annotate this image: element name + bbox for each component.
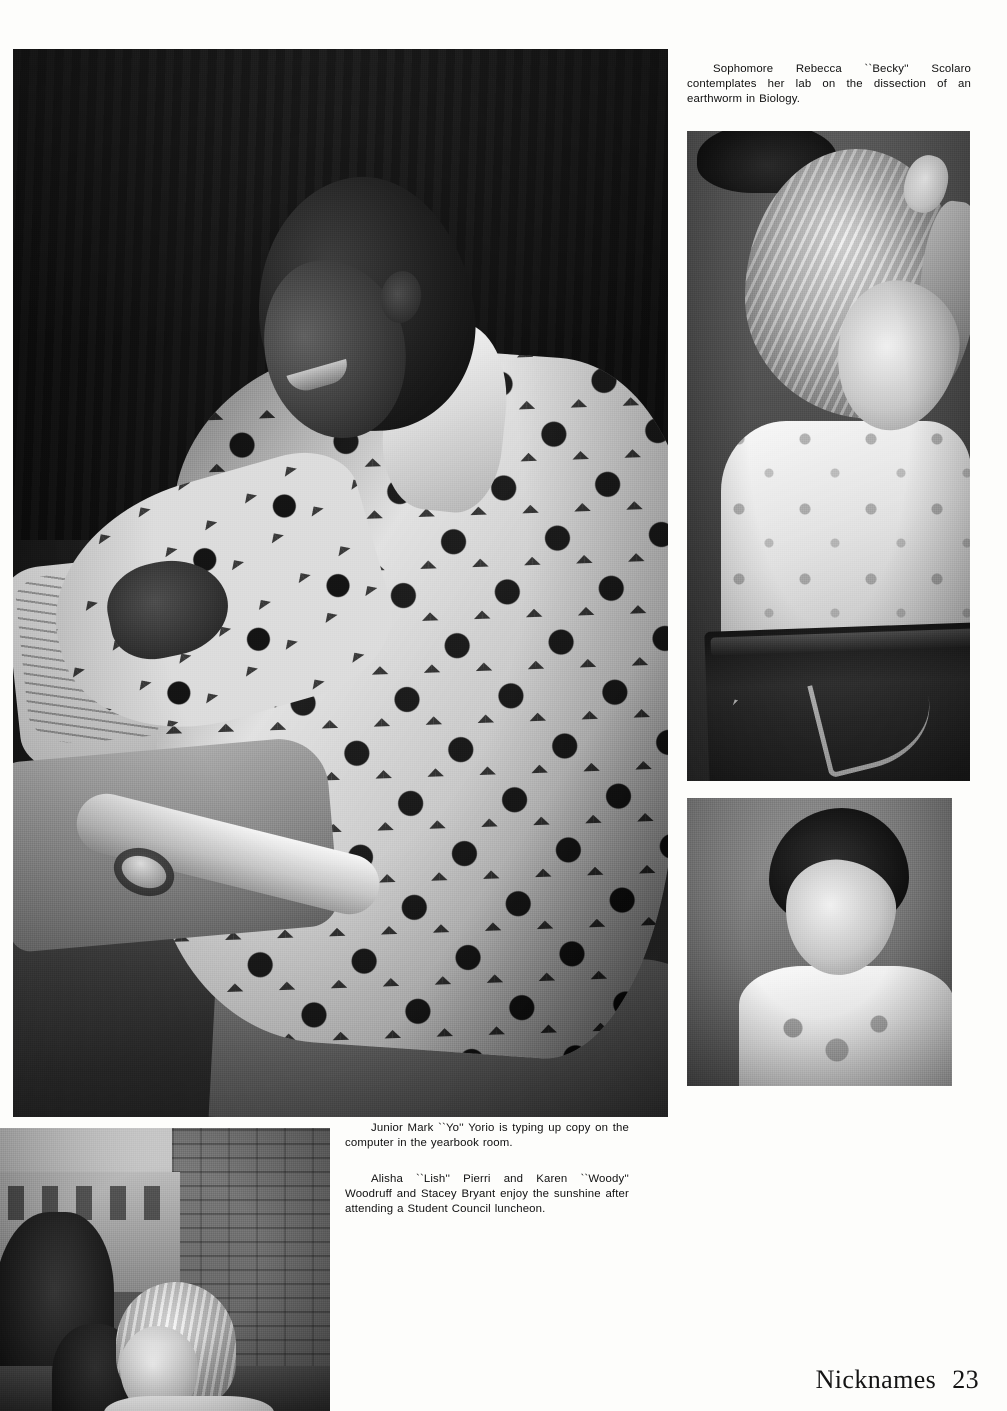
photo-becky-scolaro-dissection [687, 131, 970, 781]
page-footer [816, 1365, 979, 1395]
footer-section-title: Nicknames [815, 1365, 937, 1394]
photo-mark-yorio [687, 798, 952, 1086]
page-number: 23 [952, 1365, 979, 1394]
caption-alisha-pierri: Alisha ``Lish'' Pierri and Karen ``Woody'' Woodruff and Stacey Bryant enjoy the sunshine after attending a Student Council luncheon. [345, 1173, 629, 1216]
photo-students-outside [0, 1128, 330, 1411]
photo-white-top [104, 1396, 274, 1411]
caption-mark-yorio: Junior Mark ``Yo'' Yorio is typing up copy on the computer in the yearbook room. [345, 1122, 629, 1150]
photo-tshirt-graphic [775, 1006, 905, 1078]
photo-boy-patterned-sweater [13, 49, 668, 1117]
caption-becky-scolaro: Sophomore Rebecca ``Becky'' Scolaro contemplates her lab on the dissection of an earthworm in Biology. [687, 63, 971, 106]
